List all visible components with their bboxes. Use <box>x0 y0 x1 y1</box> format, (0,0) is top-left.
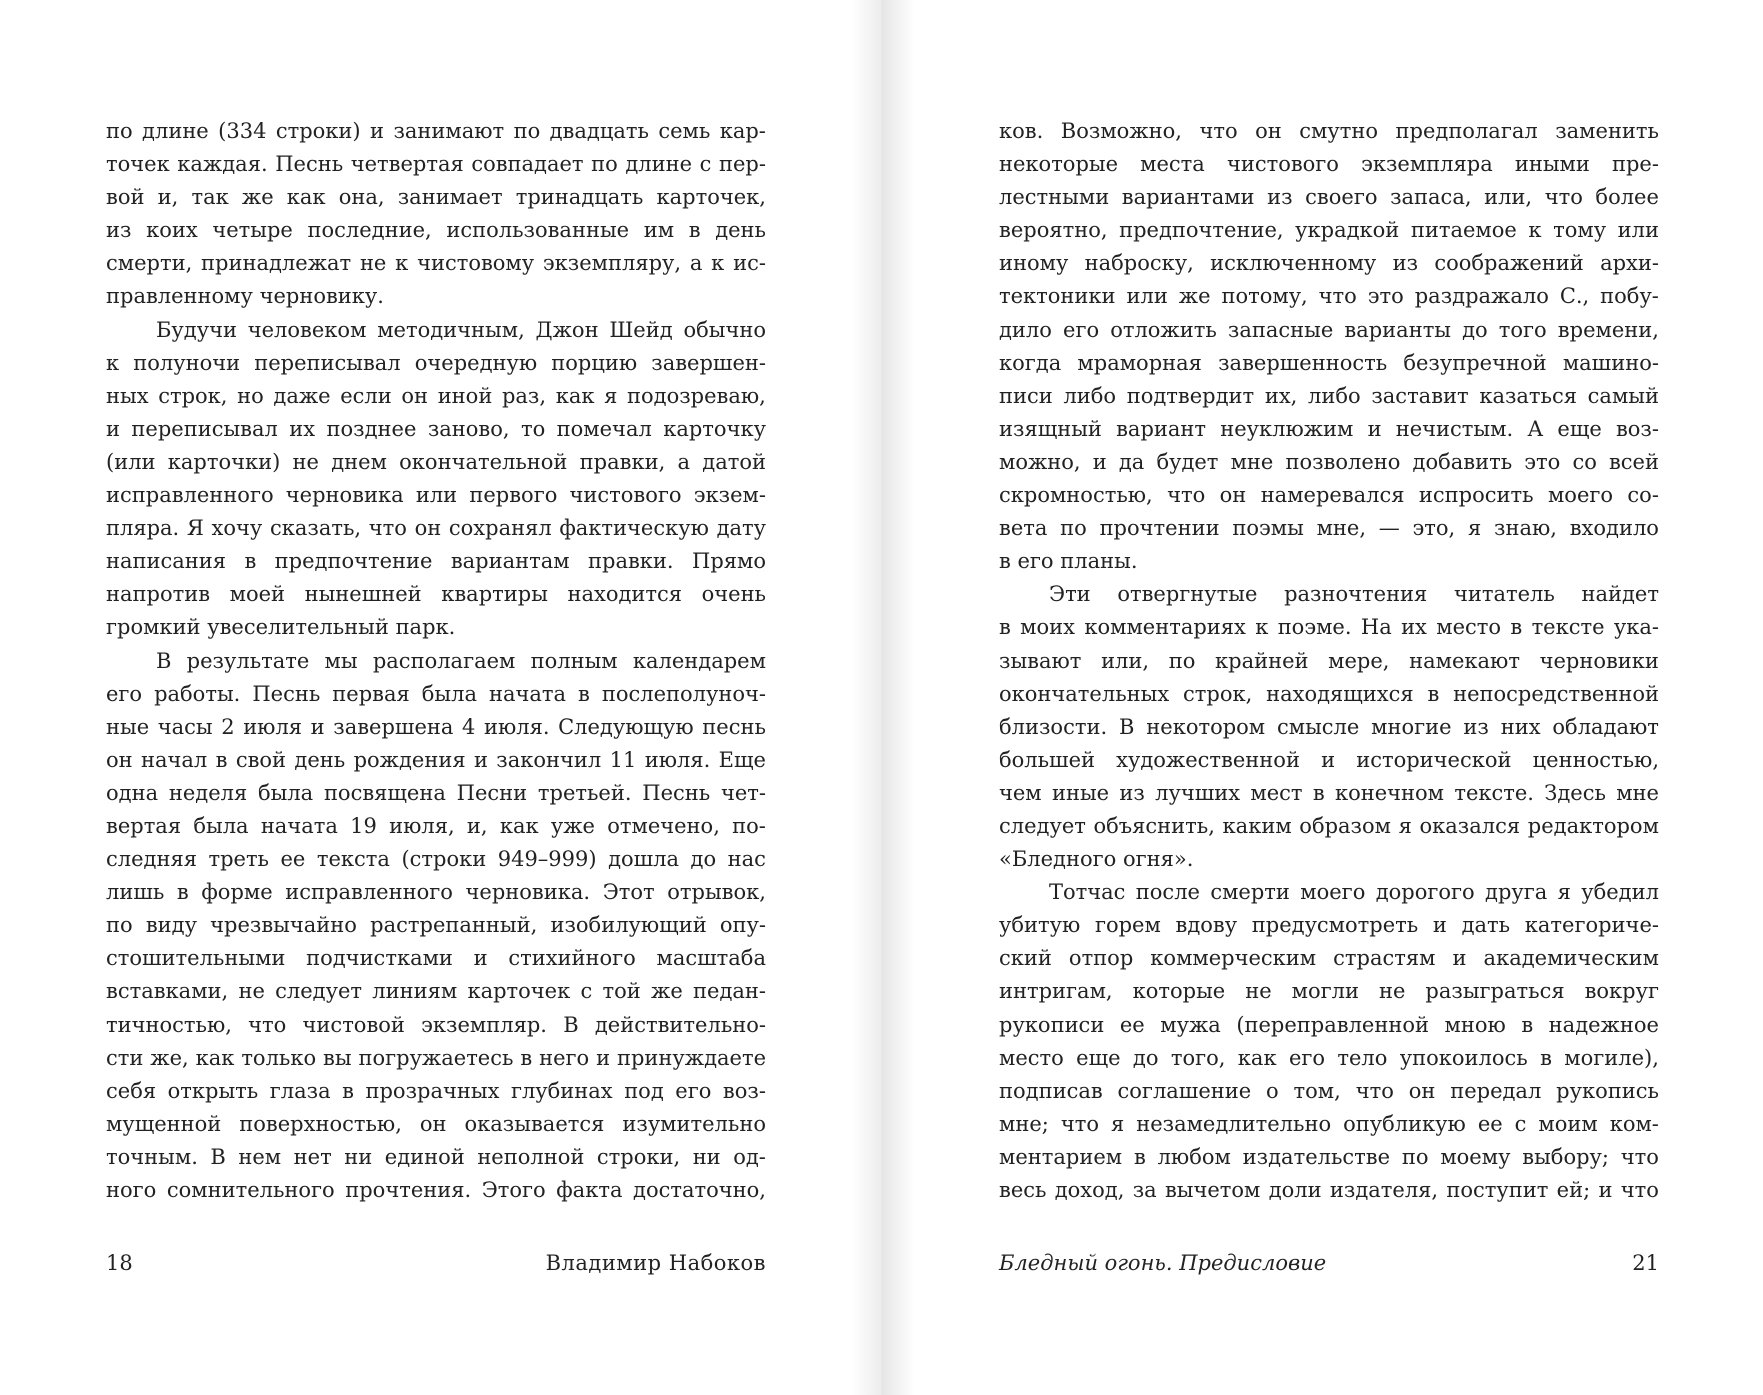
text-line: Тотчас после смерти моего дорогого друга я убедил <box>1049 880 1659 905</box>
text-line: Будучи человеком методичным, Джон Шейд обычно <box>156 317 766 342</box>
text-line: дило его отложить запасные варианты до того времени, <box>999 317 1659 342</box>
text-line: к полуночи переписывал очередную порцию завершен- <box>106 350 766 375</box>
text-line: точным. В нем нет ни единой неполной строки, ни од- <box>106 1144 766 1169</box>
text-line: по виду чрезвычайно растрепанный, изобилующий опу- <box>106 913 766 938</box>
text-line: мущенной поверхностью, он оказывается изумительно <box>106 1111 766 1136</box>
left-page-text <box>106 115 766 1207</box>
text-line: вставками, не следует линиям карточек с той же педан- <box>106 979 766 1004</box>
text-line: место еще до того, как его тело упокоилось в могиле), <box>999 1045 1659 1070</box>
text-line: из коих четыре последние, использованные им в день <box>106 218 766 243</box>
text-line: когда мраморная завершенность безупречной машино- <box>999 350 1659 375</box>
text-line: рукописи ее мужа (переправленной мною в надежное <box>999 1012 1659 1037</box>
text-line: большей художественной и исторической ценностью, <box>999 747 1659 772</box>
text-line: и переписывал их позднее заново, то помечал карточку <box>106 416 766 441</box>
text-line: окончательных строк, находящихся в непосредственной <box>999 681 1659 706</box>
text-line: ков. Возможно, что он смутно предполагал заменить <box>999 119 1659 143</box>
text-line: тектоники или же потому, что это раздражало С., побу- <box>999 284 1659 309</box>
text-line: пляра. Я хочу сказать, что он сохранял фактическую дату <box>106 516 766 541</box>
text-line: (или карточки) не днем окончательной правки, а датой <box>106 449 766 474</box>
right-page-footer <box>999 1248 1659 1278</box>
text-line: вета по прочтении поэмы мне, — это, я знаю, входило <box>999 516 1659 541</box>
text-line: ский отпор коммерческим страстям и академическим <box>999 946 1659 971</box>
text-line: он начал в свой день рождения и закончил 11 июля. Еще <box>106 747 766 772</box>
text-line: иному наброску, исключенному из соображений архи- <box>999 251 1659 276</box>
text-line: себя открыть глаза в прозрачных глубинах под его воз- <box>106 1078 766 1103</box>
text-line: ных строк, но даже если он иной раз, как я подозреваю, <box>106 383 766 408</box>
text-line: лестными вариантами из своего запаса, или, что более <box>999 185 1659 210</box>
text-line: тичностью, что чистовой экземпляр. В действительно- <box>106 1012 766 1037</box>
text-line: скромностью, что он намеревался испросить моего со- <box>999 483 1659 508</box>
text-line: чем иные из лучших мест в конечном тексте. Здесь мне <box>999 780 1659 805</box>
text-line: громкий увеселительный парк. <box>106 615 456 640</box>
text-line: вертая была начата 19 июля, и, как уже отмечено, по- <box>106 813 766 838</box>
gutter-shadow <box>851 0 881 1395</box>
text-line: смерти, принадлежат не к чистовому экземпляру, а к ис- <box>106 251 766 276</box>
text-line: ные часы 2 июля и завершена 4 июля. Следующую песнь <box>106 714 766 739</box>
right-page <box>881 0 1763 1395</box>
text-line: интригам, которые не могли не разыграться вокруг <box>999 979 1659 1004</box>
text-line: Эти отвергнутые разночтения читатель найдет <box>1049 582 1659 607</box>
left-page-footer <box>106 1248 766 1278</box>
text-line: его работы. Песнь первая была начата в послеполуноч- <box>106 681 766 706</box>
page-number: 18 <box>106 1251 133 1275</box>
running-head-title: Бледный огонь. Предисловие <box>999 1251 1327 1275</box>
text-line: В результате мы располагаем полным календарем <box>156 648 766 673</box>
text-line: ного сомнительного прочтения. Этого факта достаточно, <box>106 1178 766 1202</box>
text-line: подписав соглашение о том, что он передал рукопись <box>999 1078 1659 1103</box>
text-line: стошительными подчистками и стихийного масштаба <box>106 946 766 971</box>
text-line: правленному черновику. <box>106 284 384 309</box>
text-line: «Бледного огня». <box>999 847 1194 872</box>
right-page-text <box>999 115 1659 1207</box>
text-line: вой и, так же как она, занимает тринадцать карточек, <box>106 185 766 210</box>
text-line: можно, и да будет мне позволено добавить это со всей <box>999 449 1659 474</box>
text-line: точек каждая. Песнь четвертая совпадает по длине с пер- <box>106 152 766 177</box>
text-line: мне; что я незамедлительно опубликую ее с моим ком- <box>999 1111 1659 1136</box>
text-line: убитую горем вдову предусмотреть и дать категориче- <box>999 913 1659 938</box>
text-line: изящный вариант неуклюжим и нечистым. А еще воз- <box>999 416 1659 441</box>
text-line: написания в предпочтение вариантам правки. Прямо <box>106 549 766 574</box>
gutter-shadow <box>881 0 915 1395</box>
text-line: напротив моей нынешней квартиры находится очень <box>106 582 766 607</box>
text-line: близости. В некотором смысле многие из них обладают <box>999 714 1659 739</box>
text-line: в его планы. <box>999 549 1138 574</box>
text-line: исправленного черновика или первого чистового экзем- <box>106 483 766 508</box>
text-line: в моих комментариях к поэме. На их место в тексте ука- <box>999 615 1659 640</box>
text-line: ментарием в любом издательстве по моему выбору; что <box>999 1144 1659 1169</box>
text-line: писи либо подтвердит их, либо заставит казаться самый <box>999 383 1659 408</box>
text-line: следует объяснить, каким образом я оказался редактором <box>999 813 1659 838</box>
running-head-author: Владимир Набоков <box>545 1251 766 1275</box>
text-line: сти же, как только вы погружаетесь в него и принуждаете <box>106 1045 766 1070</box>
page-number: 21 <box>1632 1251 1659 1275</box>
text-line: следняя треть ее текста (строки 949–999) дошла до нас <box>106 847 766 872</box>
text-line: весь доход, за вычетом доли издателя, поступит ей; и что <box>999 1178 1659 1202</box>
text-line: по длине (334 строки) и занимают по двадцать семь кар- <box>106 119 766 143</box>
text-line: одна неделя была посвящена Песни третьей. Песнь чет- <box>106 780 766 805</box>
left-page <box>0 0 881 1395</box>
text-line: вероятно, предпочтение, украдкой питаемое к тому или <box>999 218 1659 243</box>
text-line: зывают или, по крайней мере, намекают черновики <box>999 648 1659 673</box>
text-line: некоторые места чистового экземпляра иными пре- <box>999 152 1659 177</box>
text-line: лишь в форме исправленного черновика. Этот отрывок, <box>106 880 766 905</box>
